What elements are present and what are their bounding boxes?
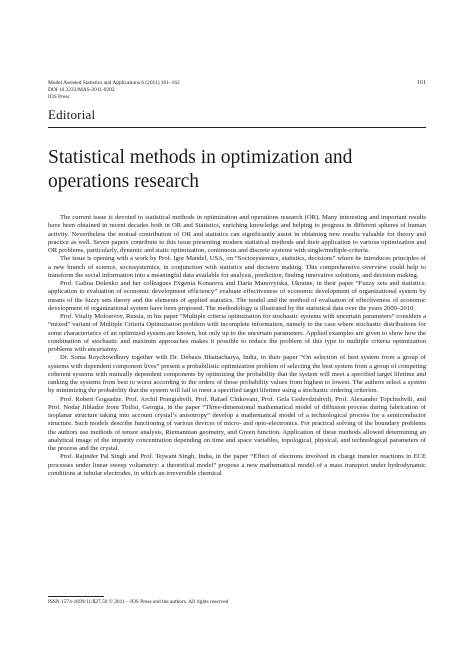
copyright-footer: ISSN 1574-1699/11/$27.50 © 2011 – IOS Press and the authors. All rights reserved <box>48 599 229 605</box>
running-header <box>48 80 426 101</box>
article-body <box>48 214 426 478</box>
paragraph: Prof. Vitaliy Molostvov, Russia, in his paper “Multiple criteria optimization for stochastic systems with uncertain parameters” considers a “mixed” variant of Multiple Criteria Optimization problem with incomplete information, namely to the case where stochastic distributions for some characteristics of an optimized system are known, but only up to the uncertain parameters. Applied examples are given to show how the combination of stochastic and maximin approaches makes it possible to reduce the problem of this type to multiple criteria optimization problems with uncertainty. <box>48 313 426 353</box>
paragraph: The current issue is devoted to statistical methods in optimization and operations research (OR). Many interesting and important results have been obtained in recent decades both in OR and Statistics, enriching knowledge and helping to progress in different spheres of human activity. Nevertheless the mutual contribution of OR and statistics can significantly assist in obtaining new results valuable for theory and practice as well. Seven papers contribute to this issue presenting modern statistical methods and their application to various optimization and OR problems, particularly, dynamic and static optimization, continuous and discrete systems with single/multiple-criteria. <box>48 214 426 254</box>
title-line-1: Statistical methods in optimization and <box>48 147 353 168</box>
paragraph: The issue is opening with a work by Prof. Igor Mandel, USA, on “Sociosystemics, statistics, decisions” where he introduces principles of a new branch of science, sociosystemics, in conjunction with statistics and decision making. This comprehensive overview could help to transform the social information into a meaningful data available for analysis, prediction, finding innovative solutions, and decision making. <box>48 255 426 279</box>
article-title <box>48 146 426 194</box>
doi: DOI 10.3233/MAS-2011-0202 <box>48 87 115 93</box>
paragraph: Prof. Galina Dolenko and her colleagues Evgenia Konareva and Daria Manovytska, Ukraine, in their paper “Fuzzy sets and statistics: application to evaluation of economic development efficiency” evaluate effectiveness of economic development of organizational system by means of the fuzzy sets theory and the elements of applied statistics. The model and the method of evaluation of effectiveness of economic development of organizational system have been proposed. The methodology is illustrated by the statistical data over the years 2009–2010. <box>48 280 426 312</box>
paragraph: Prof. Robert Gogsadze, Prof. Archil Prangishvili, Prof. Rafael Chikovani, Prof. Gela Gedevdzishvili, Prof. Alexander Topchishvili, and Prof. Nodar Jibladze from Tbilisi, Georgia, in the paper “Three-dimensional mathematical model of diffusion process during fabrication of isoplanar structure taking into account crystal’s anisotropy” develop a mathematical model of a technological process for a semiconductor structure. Such models describe functioning of various devices of micro- and opto-electronics. For practical solving of the boundary problems the authors use methods of tensor analysis, Riemannian geometry, and Green function. Application of these methods allowed determining an analytical image of the impurity concentration depending on time and space variables, topological, physical, and technological parameters of the process and the crystal. <box>48 395 426 452</box>
section-label: Editorial <box>48 107 96 122</box>
paragraph: Dr. Soma Roychowdhury together with Dr. Debasis Bhattacharya, India, in their paper “On selection of best system from a group of systems with dependent component lives” present a probabilistic optimization problem of selecting the best system from a group of competing coherent systems with mutually dependent components by optimizing the probability that the system will meet a specified target lifetime and ranking the systems from best to worst according to the orders of those probability values from highest to lowest. The authors select a system by minimizing the probability that the system will fail to meet a specified target lifetime using a stochastic ordering criterion. <box>48 354 426 395</box>
page-number: 161 <box>417 80 426 86</box>
title-line-2: operations research <box>48 171 200 192</box>
journal-citation: Model Assisted Statistics and Applications 6 (2011) 161–162 <box>48 80 180 86</box>
footer-divider <box>48 596 104 597</box>
section-divider <box>48 127 426 128</box>
paragraph: Prof. Rajinder Pal Singh and Prof. Tejwant Singh, India, in the paper “Effect of electrons involved in charge transfer reactions in ECE processes under linear sweep voltametry: a theoretical model” propose a new mathematical model of a mass transport under hydrodynamic conditions at tubular electrodes, in which an irreversible chemical <box>48 453 426 477</box>
publisher: IOS Press <box>48 94 70 100</box>
